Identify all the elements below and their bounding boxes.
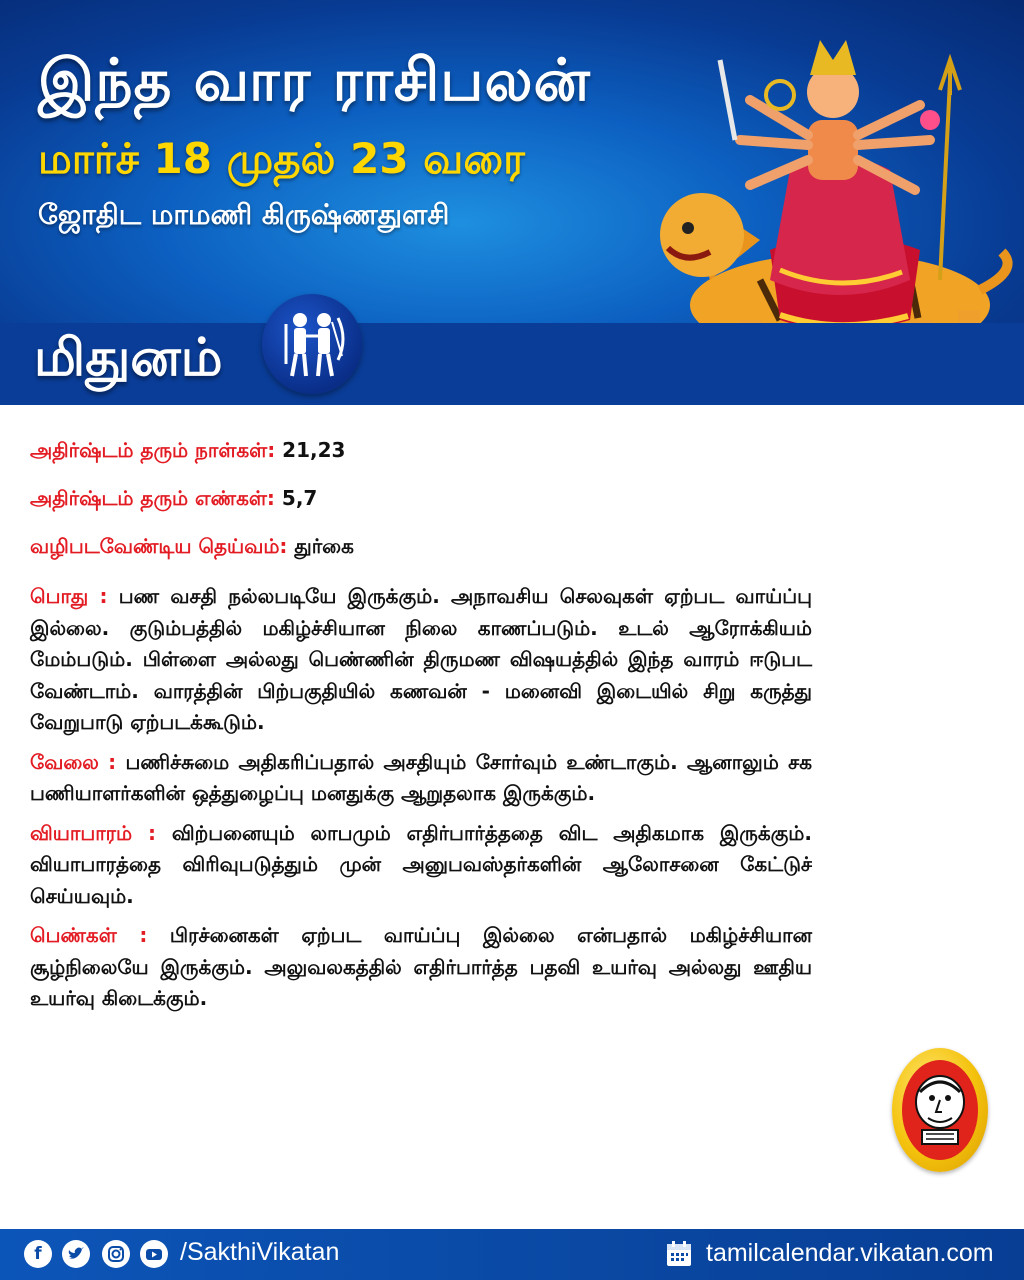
calendar-icon bbox=[664, 1239, 694, 1269]
section-label: பொது : bbox=[30, 584, 119, 608]
website-link[interactable]: tamilcalendar.vikatan.com bbox=[706, 1239, 994, 1267]
social-handle[interactable]: /SakthiVikatan bbox=[180, 1238, 340, 1266]
section-women bbox=[30, 920, 812, 1015]
lucky-days bbox=[30, 433, 812, 481]
fact-value: 5,7 bbox=[274, 486, 318, 510]
vikatan-logo bbox=[892, 1048, 988, 1172]
page-title: இந்த வார ராசிபலன் bbox=[38, 46, 591, 114]
facebook-icon[interactable]: f bbox=[24, 1240, 52, 1268]
fact-label: அதிர்ஷ்டம் தரும் எண்கள்: bbox=[30, 486, 275, 510]
gemini-twins-icon bbox=[262, 294, 362, 394]
fact-label: அதிர்ஷ்டம் தரும் நாள்கள்: bbox=[30, 438, 276, 462]
lucky-numbers bbox=[30, 481, 812, 529]
deity-to-worship bbox=[30, 529, 812, 577]
instagram-icon[interactable] bbox=[102, 1240, 130, 1268]
horoscope-content bbox=[30, 433, 812, 1023]
fact-value: துர்கை bbox=[287, 534, 354, 558]
section-label: வேலை : bbox=[30, 749, 126, 774]
mascot-face-icon bbox=[906, 1068, 974, 1152]
twitter-icon[interactable] bbox=[62, 1240, 90, 1268]
section-general bbox=[30, 581, 812, 739]
section-label: பெண்கள் : bbox=[30, 923, 170, 947]
section-text: விற்பனையும் லாபமும் எதிர்பார்த்ததை விட அதிகமாக இருக்கும். வியாபாரத்தை விரிவுபடுத்தும் முன் அனுபவஸ்தர்களின் ஆலோசனை கேட்டுச் செய்யவும். bbox=[30, 820, 812, 908]
youtube-icon[interactable] bbox=[140, 1240, 168, 1268]
section-text: பிரச்னைகள் ஏற்பட வாய்ப்பு இல்லை என்பதால் மகிழ்ச்சியான சூழ்நிலையே இருக்கும். அலுவலகத்தில் எதிர்பார்த்த பதவி உயர்வு அல்லது ஊதிய உயர்வு கிடைக்கும். bbox=[30, 923, 812, 1010]
section-business bbox=[30, 818, 812, 913]
section-label: வியாபாரம் : bbox=[30, 820, 172, 845]
fact-value: 21,23 bbox=[275, 438, 346, 462]
section-text: பண வசதி நல்லபடியே இருக்கும். அநாவசிய செலவுகள் ஏற்பட வாய்ப்பு இல்லை. குடும்பத்தில் மகிழ்ச்சியான நிலை காணப்படும். உடல் ஆரோக்கியம் மேம்படும். பிள்ளை அல்லது பெண்ணின் திருமண விஷயத்தில் இந்த வாரம் ஈடுபட வேண்டாம். வாரத்தின் பிற்பகுதியில் கணவன் - மனைவி இடையில் சிறு கருத்து வேறுபாடு ஏற்படக்கூடும். bbox=[30, 584, 812, 734]
fact-label: வழிபடவேண்டிய தெய்வம்: bbox=[30, 534, 288, 558]
date-range: மார்ச் 18 முதல் 23 வரை bbox=[38, 134, 525, 183]
author-name: ஜோதிட மாமணி கிருஷ்ணதுளசி bbox=[38, 198, 450, 231]
section-work bbox=[30, 747, 812, 810]
footer-bar bbox=[0, 1229, 1024, 1280]
section-text: பணிச்சுமை அதிகரிப்பதால் அசதியும் சோர்வும் உண்டாகும். ஆனாலும் சக பணியாளர்களின் ஒத்துழைப்பு மனதுக்கு ஆறுதலாக இருக்கும். bbox=[30, 749, 812, 805]
header-banner bbox=[0, 0, 1024, 405]
zodiac-sign-name: மிதுனம் bbox=[34, 328, 223, 388]
